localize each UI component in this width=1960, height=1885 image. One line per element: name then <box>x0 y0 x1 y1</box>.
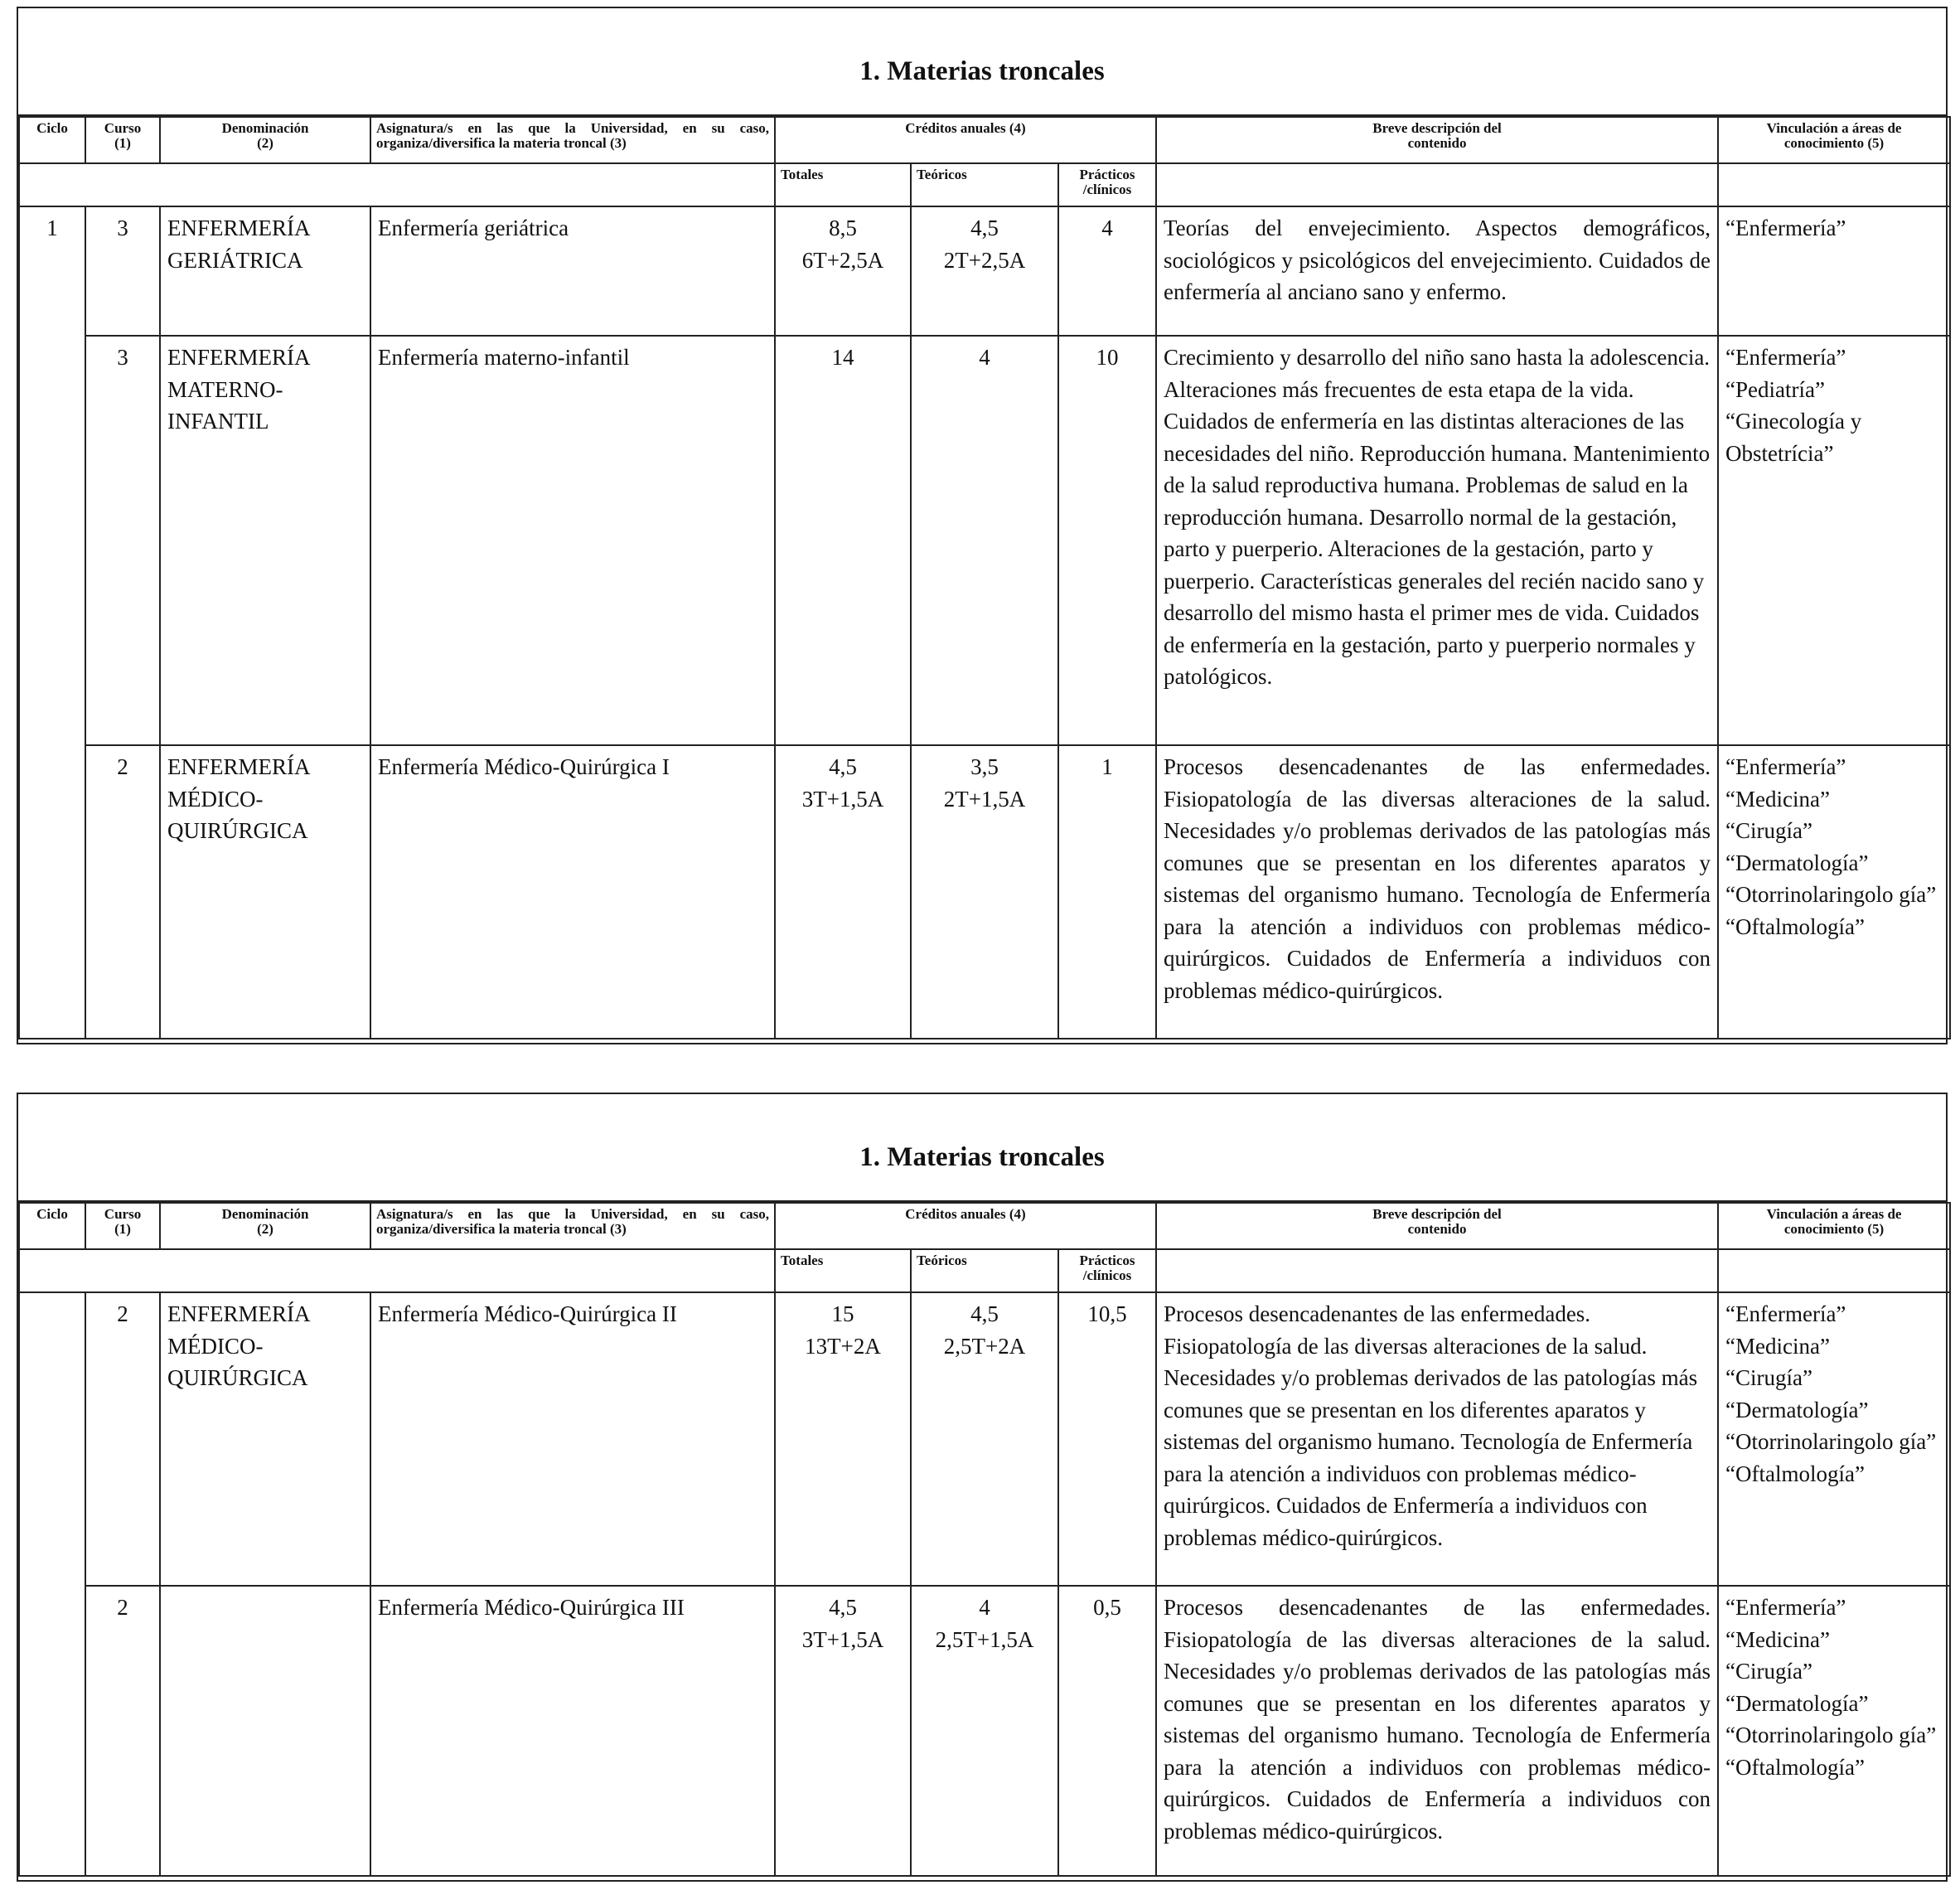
cell-asignatura: Enfermería Médico-Quirúrgica I <box>370 745 775 1039</box>
header-ciclo: Ciclo <box>19 117 85 163</box>
cell-totales: 4,5 3T+1,5A <box>775 745 911 1039</box>
cell-teoricos: 4,5 2T+2,5A <box>911 206 1058 336</box>
cell-denominacion: ENFERMERÍA MÉDICO-QUIRÚRGICA <box>160 1292 370 1586</box>
table-title: 1. Materias troncales <box>18 1094 1946 1202</box>
subheader-practicos: Prácticos /clínicos <box>1058 1249 1156 1292</box>
table-title: 1. Materias troncales <box>18 8 1946 116</box>
table-row <box>19 1292 1950 1586</box>
cell-areas: “Enfermería” “Medicina” “Cirugía” “Dermatología” “Otorrinolaringolo gía” “Oftalmología” <box>1718 745 1950 1039</box>
cell-curso: 2 <box>85 1586 160 1876</box>
cell-descripcion: Crecimiento y desarrollo del niño sano hasta la adolescencia. Alteraciones más frecuentes de esta etapa de la vida. Cuidados de enfermería en las distintas alteraciones de las necesidades del niño. Reproducción humana. Mantenimiento de la salud reproductiva humana. Problemas de salud en la reproducción humana. Desarrollo normal de la gestación, parto y puerperio. Alteraciones de la gestación, parto y puerperio. Características generales del recién nacido sano y desarrollo del mismo hasta el primer mes de vida. Cuidados de enfermería en la gestación, parto y puerperio normales y patológicos. <box>1156 336 1718 745</box>
cell-ciclo <box>19 1292 85 1586</box>
header-asignatura: Asignatura/s en las que la Universidad, en su caso, organiza/diversifica la materia troncal (3) <box>370 117 775 163</box>
subheader-teoricos: Teóricos <box>911 163 1058 206</box>
cell-asignatura: Enfermería Médico-Quirúrgica III <box>370 1586 775 1876</box>
cell-ciclo: 1 <box>19 206 85 336</box>
header-creditos: Créditos anuales (4) <box>775 1203 1156 1249</box>
cell-descripcion: Procesos desencadenantes de las enfermedades. Fisiopatología de las diversas alteraciones de la salud. Necesidades y/o problemas derivados de las patologías más comunes que se presentan en los diferentes aparatos y sistemas del organismo humano. Tecnología de Enfermería para la atención a individuos con problemas médico-quirúrgicos. Cuidados de Enfermería a individuos con problemas médico-quirúrgicos. <box>1156 1586 1718 1876</box>
header-descripcion: Breve descripción del contenido <box>1156 1203 1718 1249</box>
cell-practicos: 10 <box>1058 336 1156 745</box>
cell-asignatura: Enfermería Médico-Quirúrgica II <box>370 1292 775 1586</box>
header-asignatura: Asignatura/s en las que la Universidad, en su caso, organiza/diversifica la materia troncal (3) <box>370 1203 775 1249</box>
table-row <box>19 336 1950 745</box>
table-row <box>19 1586 1950 1876</box>
cell-areas: “Enfermería” <box>1718 206 1950 336</box>
cell-totales: 15 13T+2A <box>775 1292 911 1586</box>
cell-denominacion: ENFERMERÍA MATERNO-INFANTIL <box>160 336 370 745</box>
cell-practicos: 1 <box>1058 745 1156 1039</box>
cell-descripcion: Procesos desencadenantes de las enfermedades. Fisiopatología de las diversas alteraciones de la salud. Necesidades y/o problemas derivados de las patologías más comunes que se presentan en los diferentes aparatos y sistemas del organismo humano. Tecnología de Enfermería para la atención a individuos con problemas médico-quirúrgicos. Cuidados de Enfermería a individuos con problemas médico-quirúrgicos. <box>1156 745 1718 1039</box>
cell-teoricos: 3,5 2T+1,5A <box>911 745 1058 1039</box>
subheader-teoricos: Teóricos <box>911 1249 1058 1292</box>
cell-areas: “Enfermería” “Medicina” “Cirugía” “Dermatología” “Otorrinolaringolo gía” “Oftalmología” <box>1718 1586 1950 1876</box>
subheader-practicos: Prácticos /clínicos <box>1058 163 1156 206</box>
materias-troncales-table-1 <box>17 7 1948 1044</box>
header-creditos: Créditos anuales (4) <box>775 117 1156 163</box>
cell-ciclo <box>19 336 85 745</box>
cell-ciclo <box>19 745 85 1039</box>
cell-teoricos: 4 2,5T+1,5A <box>911 1586 1058 1876</box>
cell-curso: 2 <box>85 1292 160 1586</box>
table-row <box>19 206 1950 336</box>
cell-practicos: 0,5 <box>1058 1586 1156 1876</box>
materias-troncales-table-2 <box>17 1093 1948 1882</box>
cell-teoricos: 4,5 2,5T+2A <box>911 1292 1058 1586</box>
header-descripcion: Breve descripción del contenido <box>1156 117 1718 163</box>
cell-teoricos: 4 <box>911 336 1058 745</box>
subheader-blank-area <box>1718 1249 1950 1292</box>
subheader-blank-area <box>1718 163 1950 206</box>
cell-areas: “Enfermería” “Medicina” “Cirugía” “Dermatología” “Otorrinolaringolo gía” “Oftalmología” <box>1718 1292 1950 1586</box>
cell-practicos: 4 <box>1058 206 1156 336</box>
subheader-blank <box>19 1249 775 1292</box>
header-ciclo: Ciclo <box>19 1203 85 1249</box>
cell-totales: 4,5 3T+1,5A <box>775 1586 911 1876</box>
cell-descripcion: Teorías del envejecimiento. Aspectos demográficos, sociológicos y psicológicos del envejecimiento. Cuidados de enfermería al anciano sano y enfermo. <box>1156 206 1718 336</box>
cell-asignatura: Enfermería materno-infantil <box>370 336 775 745</box>
cell-curso: 2 <box>85 745 160 1039</box>
cell-descripcion: Procesos desencadenantes de las enfermedades. Fisiopatología de las diversas alteraciones de la salud. Necesidades y/o problemas derivados de las patologías más comunes que se presentan en los diferentes aparatos y sistemas del organismo humano. Tecnología de Enfermería para la atención a individuos con problemas médico-quirúrgicos. Cuidados de Enfermería a individuos con problemas médico-quirúrgicos. <box>1156 1292 1718 1586</box>
subheader-totales: Totales <box>775 1249 911 1292</box>
cell-asignatura: Enfermería geriátrica <box>370 206 775 336</box>
header-vinculacion: Vinculación a áreas de conocimiento (5) <box>1718 1203 1950 1249</box>
cell-ciclo <box>19 1586 85 1876</box>
cell-denominacion <box>160 1586 370 1876</box>
subjects-table <box>18 1202 1951 1877</box>
header-denominacion: Denominación (2) <box>160 117 370 163</box>
subheader-blank-desc <box>1156 163 1718 206</box>
header-denominacion: Denominación (2) <box>160 1203 370 1249</box>
table-row <box>19 745 1950 1039</box>
subheader-blank <box>19 163 775 206</box>
cell-denominacion: ENFERMERÍA MÉDICO-QUIRÚRGICA <box>160 745 370 1039</box>
cell-denominacion: ENFERMERÍA GERIÁTRICA <box>160 206 370 336</box>
header-curso: Curso (1) <box>85 1203 160 1249</box>
header-vinculacion: Vinculación a áreas de conocimiento (5) <box>1718 117 1950 163</box>
cell-totales: 14 <box>775 336 911 745</box>
subheader-blank-desc <box>1156 1249 1718 1292</box>
subjects-table <box>18 116 1951 1039</box>
cell-practicos: 10,5 <box>1058 1292 1156 1586</box>
subheader-totales: Totales <box>775 163 911 206</box>
cell-areas: “Enfermería” “Pediatría” “Ginecología y Obstetrícia” <box>1718 336 1950 745</box>
cell-totales: 8,5 6T+2,5A <box>775 206 911 336</box>
cell-curso: 3 <box>85 336 160 745</box>
header-curso: Curso (1) <box>85 117 160 163</box>
cell-curso: 3 <box>85 206 160 336</box>
